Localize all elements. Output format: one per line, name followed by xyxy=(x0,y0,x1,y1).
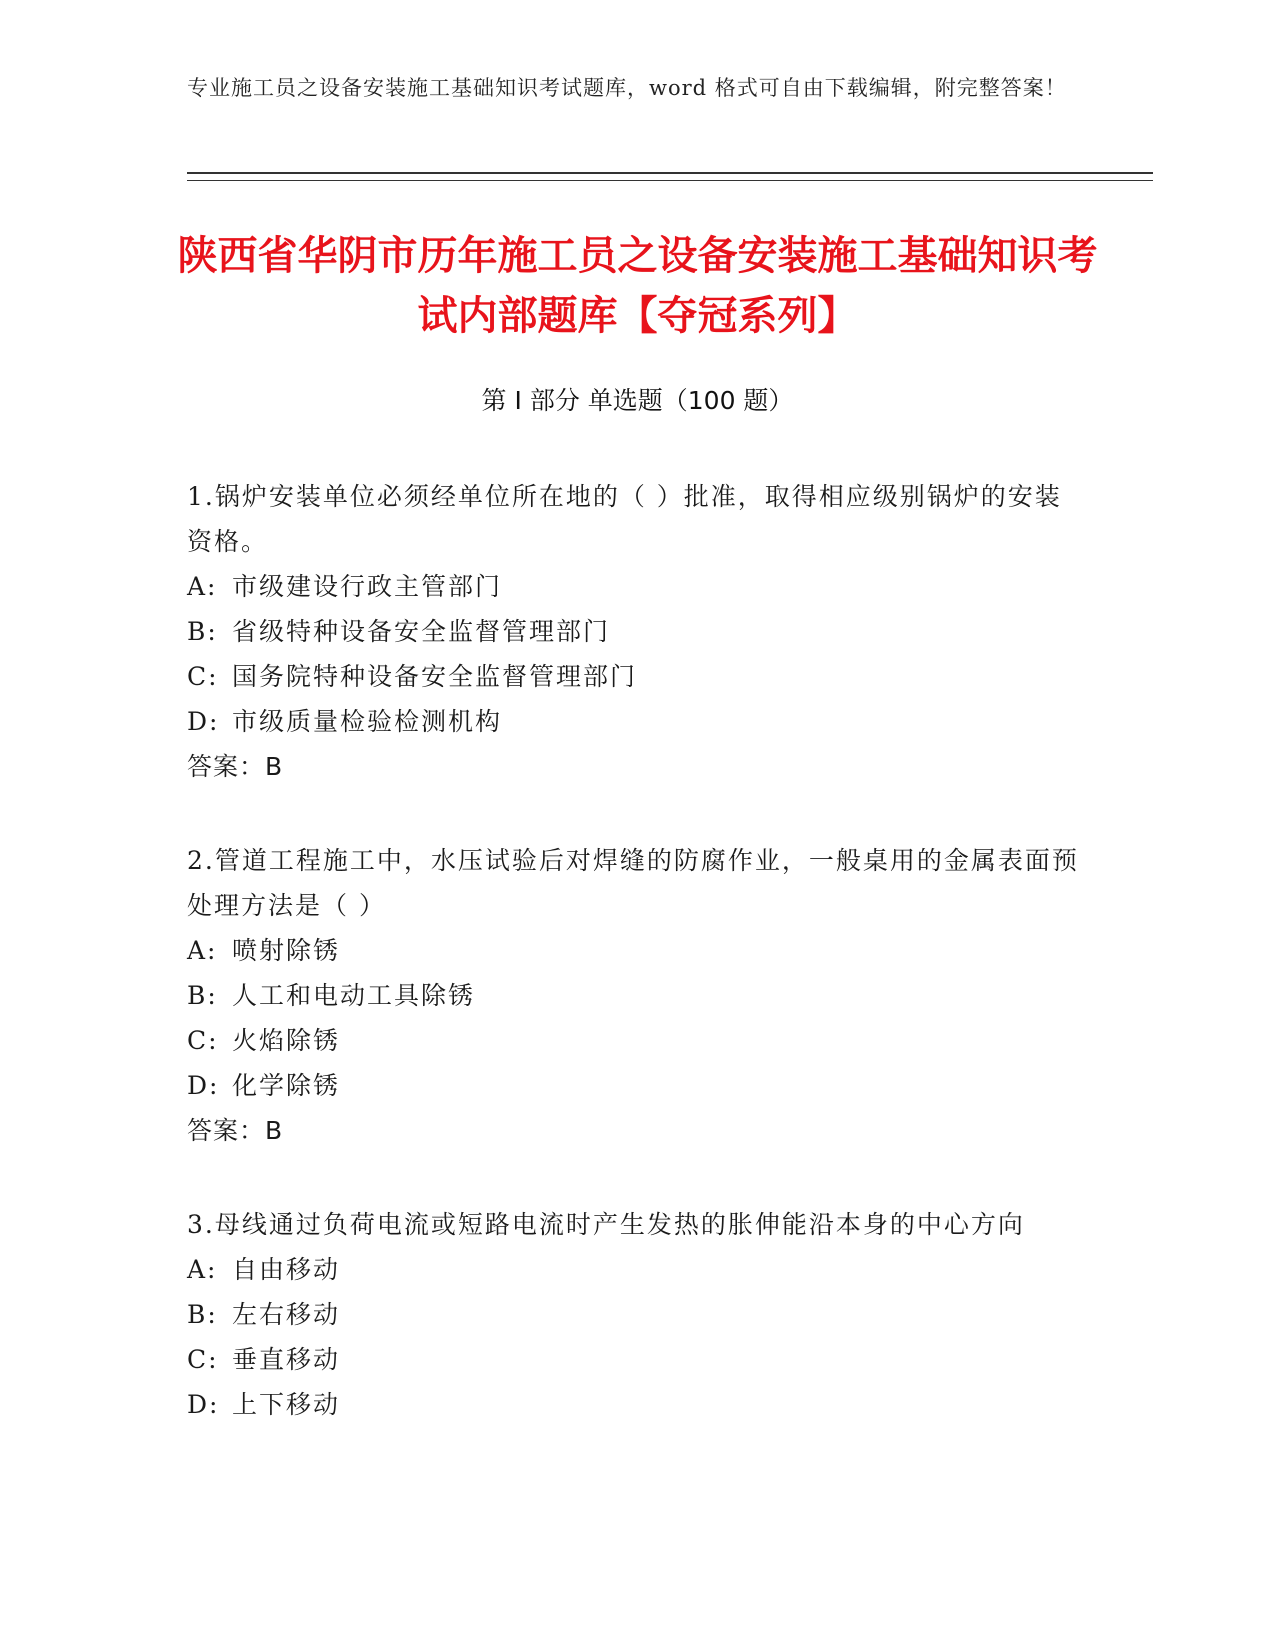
option-text: 化学除锈 xyxy=(232,1071,341,1100)
option-a xyxy=(187,1247,1087,1292)
header-divider-thin xyxy=(187,180,1153,181)
option-letter: B: xyxy=(187,981,218,1010)
option-letter: D: xyxy=(187,707,220,736)
option-letter: B: xyxy=(187,1300,218,1329)
option-letter: C: xyxy=(187,662,219,691)
option-text: 左右移动 xyxy=(232,1300,341,1329)
option-c xyxy=(187,1337,1087,1382)
option-letter: B: xyxy=(187,617,218,646)
option-b xyxy=(187,1292,1087,1337)
option-text: 人工和电动工具除锈 xyxy=(232,981,476,1010)
question-2 xyxy=(187,838,1087,1153)
option-letter: D: xyxy=(187,1390,220,1419)
option-a xyxy=(187,928,1087,973)
question-stem: 2.管道工程施工中，水压试验后对焊缝的防腐作业，一般桌用的金属表面预处理方法是（ ） xyxy=(187,846,1079,920)
option-d xyxy=(187,1382,1087,1427)
option-text: 上下移动 xyxy=(232,1390,341,1419)
answer-label: 答案：B xyxy=(187,1116,284,1145)
option-text: 自由移动 xyxy=(232,1255,341,1284)
option-letter: C: xyxy=(187,1026,219,1055)
header-divider-thick xyxy=(187,172,1153,174)
option-text: 市级质量检验检测机构 xyxy=(232,707,503,736)
option-text: 国务院特种设备安全监督管理部门 xyxy=(232,662,638,691)
option-letter: A: xyxy=(187,572,218,601)
section-title: 第 I 部分 单选题（100 题） xyxy=(481,386,794,415)
option-b xyxy=(187,609,1087,654)
option-text: 省级特种设备安全监督管理部门 xyxy=(232,617,611,646)
question-stem: 1.锅炉安装单位必须经单位所在地的（ ）批准，取得相应级别锅炉的安装资格。 xyxy=(187,482,1062,556)
option-letter: D: xyxy=(187,1071,220,1100)
option-letter: C: xyxy=(187,1345,219,1374)
option-text: 火焰除锈 xyxy=(232,1026,341,1055)
option-text: 市级建设行政主管部门 xyxy=(232,572,503,601)
option-text: 垂直移动 xyxy=(232,1345,341,1374)
option-c xyxy=(187,1018,1087,1063)
option-a xyxy=(187,564,1087,609)
option-c xyxy=(187,654,1087,699)
option-letter: A: xyxy=(187,936,218,965)
option-d xyxy=(187,1063,1087,1108)
option-text: 喷射除锈 xyxy=(232,936,341,965)
question-3 xyxy=(187,1202,1087,1427)
header-note: 专业施工员之设备安装施工基础知识考试题库，word 格式可自由下载编辑，附完整答案！ xyxy=(187,76,1067,100)
answer-label: 答案：B xyxy=(187,752,284,781)
question-stem: 3.母线通过负荷电流或短路电流时产生发热的胀伸能沿本身的中心方向 xyxy=(187,1210,1025,1239)
option-d xyxy=(187,699,1087,744)
document-title: 陕西省华阴市历年施工员之设备安装施工基础知识考试内部题库【夺冠系列】 xyxy=(177,233,1098,339)
option-b xyxy=(187,973,1087,1018)
question-1 xyxy=(187,474,1087,789)
option-letter: A: xyxy=(187,1255,218,1284)
